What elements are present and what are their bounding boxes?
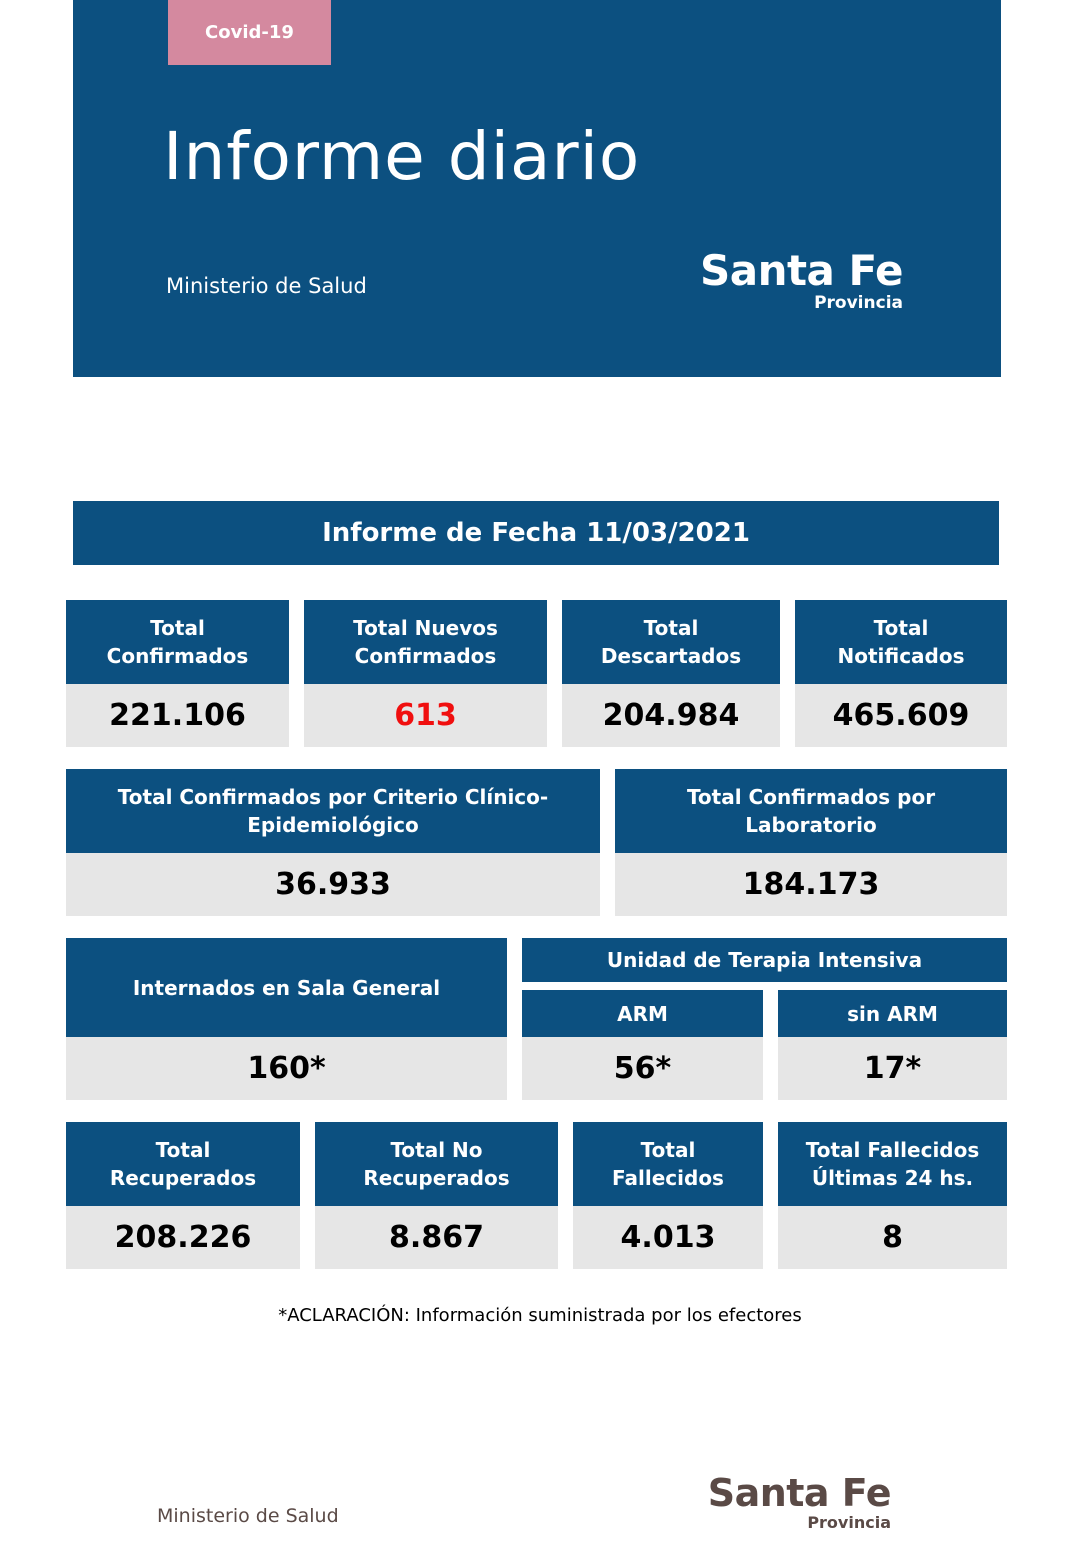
card-header <box>778 990 1007 1037</box>
card-header <box>66 600 289 684</box>
card-total-recuperados <box>66 1122 300 1269</box>
card-uti-arm <box>522 990 763 1100</box>
card-value: 8.867 <box>315 1206 558 1269</box>
card-label-line2: Últimas 24 hs. <box>811 1166 974 1190</box>
card-value: 17* <box>778 1037 1007 1100</box>
card-value: 204.984 <box>562 684 780 747</box>
card-confirmados-criterio-clinico <box>66 769 600 916</box>
card-header <box>573 1122 763 1206</box>
card-total-fallecidos <box>573 1122 763 1269</box>
card-label-line2: Recuperados <box>363 1166 510 1190</box>
uti-section-header: Unidad de Terapia Intensiva <box>522 938 1007 982</box>
card-header <box>615 769 1007 853</box>
card-label-line1: Total <box>640 1138 696 1162</box>
card-label-line1: Total Nuevos <box>353 616 498 640</box>
card-value: 8 <box>778 1206 1007 1269</box>
page-title: Informe diario <box>163 118 641 195</box>
logo-subtitle: Provincia <box>807 1513 891 1532</box>
card-header <box>315 1122 558 1206</box>
card-label: Internados en Sala General <box>132 975 441 1000</box>
header-banner <box>73 0 1001 377</box>
card-label-line2: Confirmados <box>354 644 497 668</box>
card-value: 208.226 <box>66 1206 300 1269</box>
card-label-line1: Total No <box>390 1138 483 1162</box>
report-date-bar: Informe de Fecha 11/03/2021 <box>73 501 999 565</box>
card-label-line2: Laboratorio <box>745 813 877 837</box>
logo-name: Santa Fe <box>699 246 903 295</box>
covid-tag: Covid-19 <box>168 0 331 65</box>
card-value: 4.013 <box>573 1206 763 1269</box>
card-header <box>304 600 547 684</box>
logo-name: Santa Fe <box>707 1471 891 1515</box>
card-confirmados-laboratorio <box>615 769 1007 916</box>
card-value: 613 <box>304 684 547 747</box>
card-header <box>66 769 600 853</box>
card-label-line2: Epidemiológico <box>247 813 419 837</box>
card-value: 184.173 <box>615 853 1007 916</box>
card-value: 221.106 <box>66 684 289 747</box>
card-total-confirmados <box>66 600 289 747</box>
card-header <box>66 1122 300 1206</box>
card-header <box>795 600 1007 684</box>
card-label-line2: Confirmados <box>106 644 249 668</box>
santa-fe-logo <box>699 246 903 313</box>
ministry-label: Ministerio de Salud <box>166 274 367 298</box>
card-value: 160* <box>66 1037 507 1100</box>
card-label-line1: Total <box>155 1138 211 1162</box>
logo-subtitle: Provincia <box>814 293 903 313</box>
card-label: ARM <box>617 1001 668 1026</box>
card-label-line1: Total Confirmados por <box>686 785 936 809</box>
card-internados-sala-general <box>66 938 507 1100</box>
card-value: 465.609 <box>795 684 1007 747</box>
card-label-line1: Total <box>873 616 929 640</box>
card-value: 56* <box>522 1037 763 1100</box>
card-label-line2: Fallecidos <box>612 1166 724 1190</box>
card-label-line2: Recuperados <box>109 1166 257 1190</box>
footer-ministry-label: Ministerio de Salud <box>157 1505 339 1527</box>
card-label-line1: Total <box>150 616 205 640</box>
card-total-descartados <box>562 600 780 747</box>
card-uti-sin-arm <box>778 990 1007 1100</box>
card-label-line2: Notificados <box>837 644 965 668</box>
card-header <box>778 1122 1007 1206</box>
card-header <box>522 990 763 1037</box>
clarification-note: *ACLARACIÓN: Información suministrada por los efectores <box>278 1305 802 1326</box>
card-value: 36.933 <box>66 853 600 916</box>
card-total-no-recuperados <box>315 1122 558 1269</box>
card-total-notificados <box>795 600 1007 747</box>
card-label-line2: Descartados <box>600 644 742 668</box>
card-label-line1: Total Confirmados por Criterio Clínico- <box>117 785 549 809</box>
card-fallecidos-24hs <box>778 1122 1007 1269</box>
card-header <box>562 600 780 684</box>
card-header <box>66 938 507 1037</box>
footer-santa-fe-logo <box>707 1471 891 1532</box>
card-total-nuevos-confirmados <box>304 600 547 747</box>
card-label-line1: Total <box>643 616 699 640</box>
card-label-line1: Total Fallecidos <box>805 1138 980 1162</box>
card-label: sin ARM <box>847 1001 938 1026</box>
